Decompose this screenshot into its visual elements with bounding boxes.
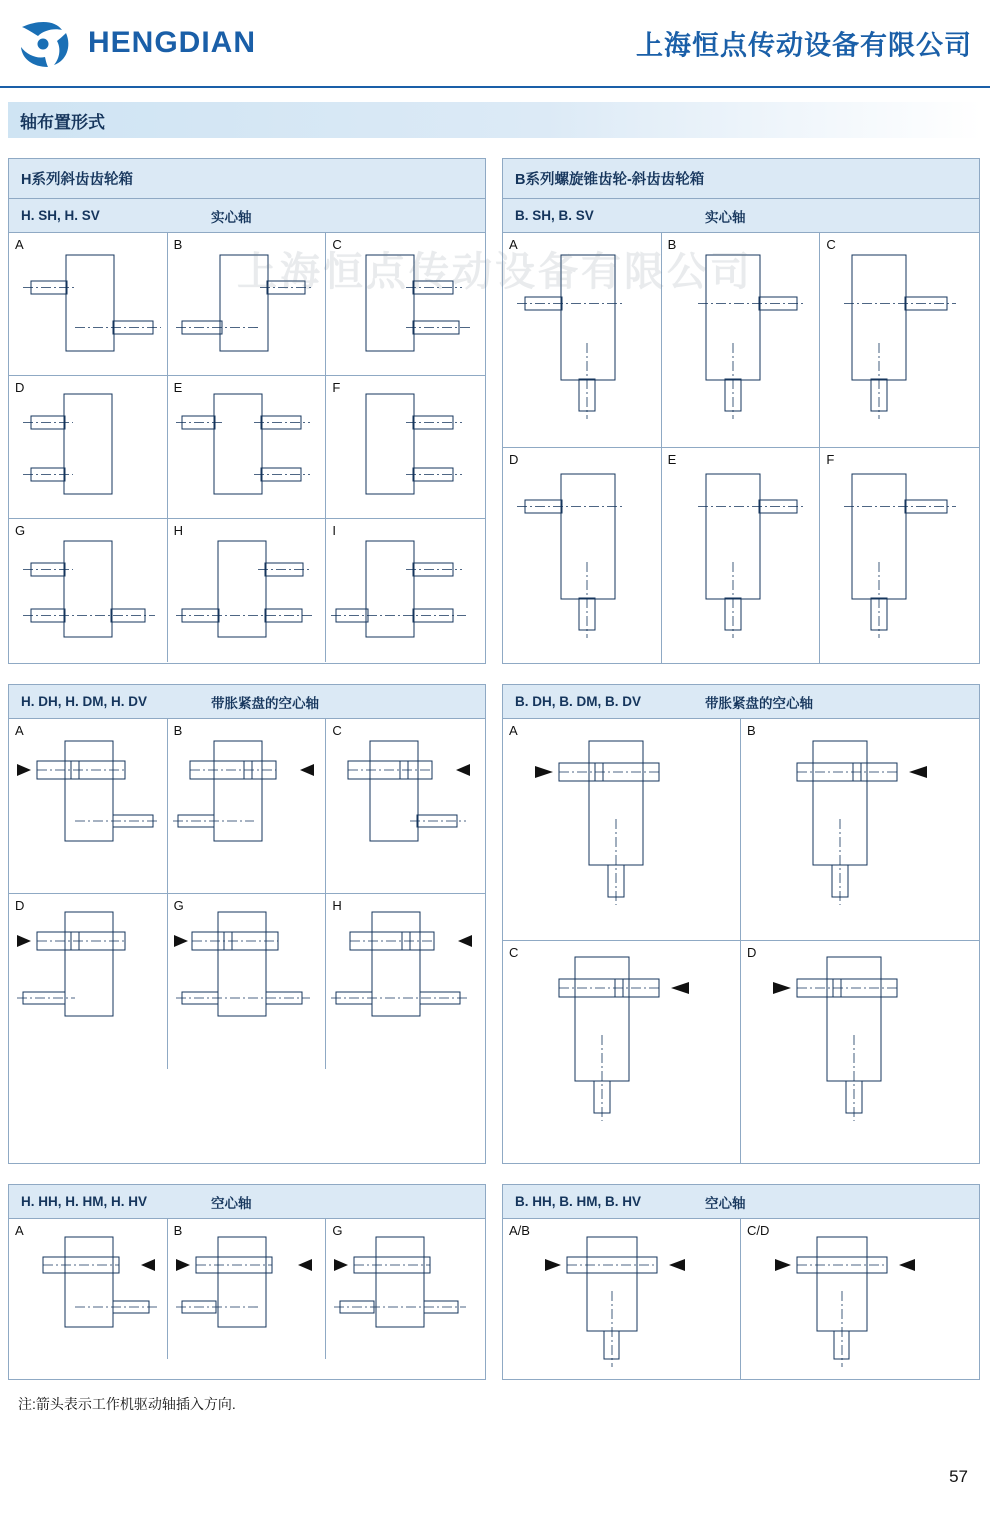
footnote: 注:箭头表示工作机驱动轴插入方向.: [18, 1396, 236, 1412]
cell-label: E: [173, 380, 183, 395]
block-code: B. DH, B. DM, B. DV: [515, 694, 642, 709]
cell-label: A: [15, 237, 24, 252]
diagram-cell: [168, 1219, 327, 1359]
company-name: 上海恒点传动设备有限公司: [636, 30, 972, 61]
diagram-cell: [741, 719, 979, 941]
diagram-cell: [9, 1219, 168, 1359]
cell-label: C: [509, 945, 519, 960]
block-subtitle: [9, 199, 485, 233]
cell-grid: [9, 1219, 485, 1359]
block-kind: 实心轴: [705, 209, 746, 225]
block-kind: 实心轴: [211, 209, 252, 225]
diagram-cell: [326, 719, 485, 894]
diagram-cell: [168, 719, 327, 894]
cell-label: H: [332, 898, 342, 913]
diagram-cell: [741, 941, 979, 1163]
content-area: [0, 158, 990, 1414]
block-row-3: [8, 1184, 982, 1380]
cell-label: H: [173, 523, 184, 538]
cell-label: A/B: [509, 1223, 530, 1238]
diagram-cell: [9, 719, 168, 894]
cell-grid: [503, 1219, 979, 1379]
block-code: H. HH, H. HM, H. HV: [21, 1194, 148, 1209]
block-b-hollow: [502, 1184, 980, 1380]
diagram-cell: [9, 376, 168, 519]
diagram-cell: [820, 233, 979, 448]
block-h-hollow-shrink: [8, 684, 486, 1164]
block-h-hollow: [8, 1184, 486, 1380]
page-number: 57: [949, 1467, 968, 1486]
block-b-hollow-shrink: [502, 684, 980, 1164]
cell-grid: [503, 719, 979, 1163]
cell-label: B: [173, 1223, 183, 1238]
cell-grid: [9, 233, 485, 662]
block-kind: 带胀紧盘的空心轴: [211, 695, 319, 711]
block-subtitle: [9, 685, 485, 719]
cell-label: A: [509, 723, 518, 738]
diagram-cell: [503, 1219, 741, 1379]
cell-label: C: [826, 237, 836, 252]
diagram-cell: [326, 1219, 485, 1359]
block-row-1: [8, 158, 982, 664]
diagram-cell: [503, 719, 741, 941]
watermark: 上海恒点传动设备有限公司: [237, 250, 753, 294]
section-title-bar: [8, 102, 982, 138]
diagram-cell: [9, 519, 168, 662]
cell-label: A: [15, 1223, 24, 1238]
cell-label: E: [667, 452, 677, 467]
page-header: [0, 0, 990, 88]
diagram-cell: [503, 448, 662, 663]
cell-label: G: [173, 898, 184, 913]
block-kind: 空心轴: [705, 1195, 746, 1211]
cell-label: G: [15, 523, 26, 538]
diagram-cell: [662, 233, 821, 448]
brand-logo: [16, 17, 256, 69]
cell-label: B: [747, 723, 756, 738]
diagram-cell: [168, 376, 327, 519]
page-title: 轴布置形式: [20, 112, 105, 132]
cell-label: D: [509, 452, 519, 467]
diagram-cell: [820, 448, 979, 663]
fan-logo-icon: [16, 17, 74, 69]
block-row-2: [8, 684, 982, 1164]
cell-label: I: [332, 523, 336, 538]
brand-name: HENGDIAN: [88, 26, 257, 59]
block-code: B. HH, B. HM, B. HV: [515, 1194, 642, 1209]
block-code: H. SH, H. SV: [21, 208, 100, 223]
cell-grid: [503, 233, 979, 663]
diagram-cell: [326, 376, 485, 519]
block-code: H. DH, H. DM, H. DV: [21, 694, 148, 709]
diagram-cell: [168, 894, 327, 1069]
diagram-cell: [326, 894, 485, 1069]
diagram-cell: [9, 894, 168, 1069]
block-subtitle: [503, 685, 979, 719]
diagram-cell: [741, 1219, 979, 1379]
cell-label: B: [667, 237, 677, 252]
block-code: B. SH, B. SV: [515, 208, 594, 223]
diagram-cell: [503, 941, 741, 1163]
cell-label: A: [509, 237, 518, 252]
block-title: H系列斜齿齿轮箱: [9, 159, 485, 199]
diagram-cell: [9, 233, 168, 376]
cell-label: D: [15, 380, 25, 395]
cell-label: D: [15, 898, 25, 913]
cell-grid: [9, 719, 485, 1069]
cell-label: C/D: [747, 1223, 770, 1238]
block-b-solid: [502, 158, 980, 664]
cell-label: F: [332, 380, 341, 395]
cell-label: C: [332, 237, 342, 252]
block-subtitle: [503, 1185, 979, 1219]
diagram-cell: [503, 233, 662, 448]
diagram-cell: [168, 519, 327, 662]
cell-label: B: [173, 237, 183, 252]
cell-label: C: [332, 723, 342, 738]
block-h-solid: [8, 158, 486, 664]
diagram-cell: [662, 448, 821, 663]
diagram-cell: [168, 233, 327, 376]
cell-label: F: [826, 452, 835, 467]
block-kind: 带胀紧盘的空心轴: [705, 695, 813, 711]
cell-label: D: [747, 945, 757, 960]
cell-label: G: [332, 1223, 343, 1238]
cell-label: B: [173, 723, 183, 738]
diagram-cell: [326, 519, 485, 662]
block-title: B系列螺旋锥齿轮-斜齿齿轮箱: [503, 159, 979, 199]
block-subtitle: [503, 199, 979, 233]
block-subtitle: [9, 1185, 485, 1219]
cell-label: A: [15, 723, 24, 738]
block-kind: 空心轴: [211, 1195, 252, 1211]
diagram-cell: [326, 233, 485, 376]
